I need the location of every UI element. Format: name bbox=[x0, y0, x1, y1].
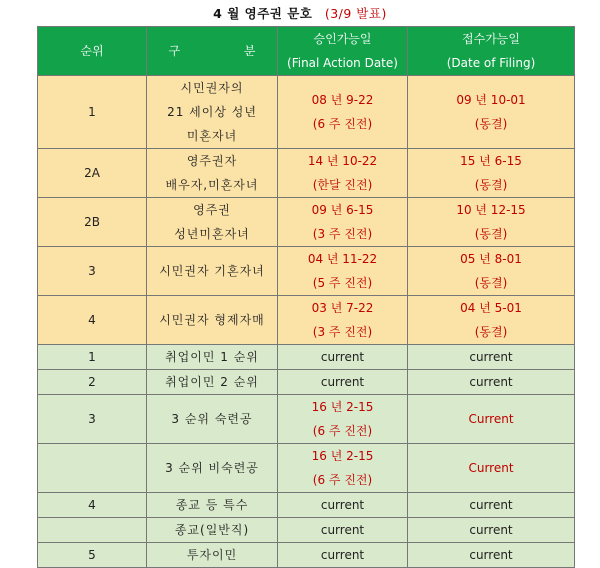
rank-cell-line: 4 bbox=[88, 498, 96, 512]
rank-cell bbox=[38, 543, 147, 568]
rank-cell bbox=[38, 493, 147, 518]
header-action-line1: 승인가능일 bbox=[313, 32, 372, 46]
filing-date-cell bbox=[408, 493, 575, 518]
table-row bbox=[38, 345, 575, 370]
table-body bbox=[38, 76, 575, 568]
action-date-cell bbox=[278, 395, 408, 444]
category-cell-line: 미혼자녀 bbox=[186, 129, 238, 143]
category-cell bbox=[147, 493, 278, 518]
category-cell-line: 시민권자 형제자매 bbox=[159, 313, 265, 327]
action-date-cell-line: (6 주 진전) bbox=[312, 424, 373, 438]
action-date-cell-line: current bbox=[320, 350, 365, 364]
rank-cell-line: 2A bbox=[84, 166, 100, 180]
header-rank-label: 순위 bbox=[80, 44, 104, 58]
action-date-cell-line: 14 년 10-22 bbox=[307, 154, 378, 168]
rank-cell bbox=[38, 444, 147, 493]
filing-date-cell bbox=[408, 345, 575, 370]
category-cell-line: 영주권 bbox=[193, 203, 231, 217]
rank-cell bbox=[38, 76, 147, 149]
rank-cell-line: 1 bbox=[88, 105, 96, 119]
action-date-cell-line: 09 년 6-15 bbox=[311, 203, 374, 217]
rank-cell bbox=[38, 296, 147, 345]
action-date-cell-line: (6 주 진전) bbox=[312, 473, 373, 487]
category-cell-line: 종교(일반직) bbox=[174, 523, 250, 537]
filing-date-cell-line: 15 년 6-15 bbox=[460, 154, 522, 168]
category-cell bbox=[147, 395, 278, 444]
category-cell-line: 21 세이상 성년 bbox=[167, 105, 257, 119]
category-cell bbox=[147, 518, 278, 543]
header-filing-line1: 접수가능일 bbox=[462, 32, 520, 46]
category-cell-line: 3 순위 숙련공 bbox=[171, 412, 253, 426]
action-date-cell bbox=[278, 493, 408, 518]
page-title bbox=[0, 4, 600, 22]
category-cell bbox=[147, 247, 278, 296]
filing-date-cell bbox=[408, 247, 575, 296]
table-row bbox=[38, 296, 575, 345]
category-cell-line: 투자이민 bbox=[186, 548, 238, 562]
action-date-cell bbox=[278, 149, 408, 198]
title-main: 4 월 영주권 문호 bbox=[213, 6, 313, 21]
rank-cell bbox=[38, 149, 147, 198]
rank-cell-line: 2B bbox=[84, 215, 100, 229]
action-date-cell bbox=[278, 296, 408, 345]
action-date-cell-line: 16 년 2-15 bbox=[311, 449, 374, 463]
header-row bbox=[38, 27, 575, 76]
rank-cell bbox=[38, 345, 147, 370]
category-cell-line: 취업이민 2 순위 bbox=[165, 375, 259, 389]
category-cell-line: 3 순위 비숙련공 bbox=[165, 461, 259, 475]
action-date-cell-line: 16 년 2-15 bbox=[311, 400, 374, 414]
filing-date-cell-line: current bbox=[469, 375, 513, 389]
action-date-cell-line: (5 주 진전) bbox=[312, 276, 373, 290]
title-note: (3/9 발표) bbox=[324, 6, 387, 21]
table-row bbox=[38, 149, 575, 198]
category-cell bbox=[147, 76, 278, 149]
filing-date-cell-line: (동결) bbox=[474, 227, 508, 241]
filing-date-cell bbox=[408, 395, 575, 444]
category-cell-line: 시민권자의 bbox=[180, 81, 244, 95]
filing-date-cell-line: 09 년 10-01 bbox=[456, 93, 526, 107]
table-row bbox=[38, 198, 575, 247]
header-category bbox=[147, 27, 278, 76]
action-date-cell-line: (3 주 진전) bbox=[312, 227, 373, 241]
header-rank bbox=[38, 27, 147, 76]
category-cell bbox=[147, 296, 278, 345]
filing-date-cell-line: (동결) bbox=[474, 276, 508, 290]
action-date-cell-line: current bbox=[320, 523, 365, 537]
filing-date-cell bbox=[408, 296, 575, 345]
action-date-cell bbox=[278, 543, 408, 568]
action-date-cell-line: (한달 진전) bbox=[312, 178, 373, 192]
header-category-label: 구 분 bbox=[168, 44, 256, 58]
rank-cell-line: 4 bbox=[88, 313, 96, 327]
category-cell-line: 취업이민 1 순위 bbox=[165, 350, 259, 364]
action-date-cell-line: (6 주 진전) bbox=[312, 117, 373, 131]
action-date-cell-line: 04 년 11-22 bbox=[307, 252, 378, 266]
category-cell bbox=[147, 198, 278, 247]
header-filing-line2: (Date of Filing) bbox=[446, 56, 536, 70]
table-row bbox=[38, 518, 575, 543]
filing-date-cell-line: 10 년 12-15 bbox=[456, 203, 526, 217]
rank-cell-line: 1 bbox=[88, 350, 96, 364]
category-cell bbox=[147, 345, 278, 370]
filing-date-cell-line: current bbox=[469, 350, 513, 364]
header-action-date bbox=[278, 27, 408, 76]
table-row bbox=[38, 395, 575, 444]
category-cell-line: 배우자,미혼자녀 bbox=[165, 178, 259, 192]
table-row bbox=[38, 247, 575, 296]
action-date-cell-line: 03 년 7-22 bbox=[311, 301, 374, 315]
filing-date-cell-line: current bbox=[469, 498, 513, 512]
rank-cell bbox=[38, 518, 147, 543]
action-date-cell-line: current bbox=[320, 548, 365, 562]
header-filing-date bbox=[408, 27, 575, 76]
rank-cell-line: 5 bbox=[88, 548, 96, 562]
visa-bulletin-table bbox=[37, 26, 575, 568]
filing-date-cell-line: (동결) bbox=[474, 325, 508, 339]
category-cell bbox=[147, 444, 278, 493]
table-row bbox=[38, 543, 575, 568]
action-date-cell bbox=[278, 518, 408, 543]
table-row bbox=[38, 493, 575, 518]
filing-date-cell bbox=[408, 76, 575, 149]
category-cell-line: 시민권자 기혼자녀 bbox=[159, 264, 265, 278]
filing-date-cell bbox=[408, 543, 575, 568]
filing-date-cell-line: Current bbox=[468, 461, 514, 475]
action-date-cell-line: (3 주 진전) bbox=[312, 325, 373, 339]
action-date-cell-line: current bbox=[320, 375, 365, 389]
action-date-cell bbox=[278, 76, 408, 149]
category-cell-line: 성년미혼자녀 bbox=[174, 227, 250, 241]
rank-cell bbox=[38, 370, 147, 395]
filing-date-cell bbox=[408, 370, 575, 395]
rank-cell-line: 3 bbox=[88, 264, 96, 278]
action-date-cell bbox=[278, 345, 408, 370]
rank-cell bbox=[38, 247, 147, 296]
action-date-cell bbox=[278, 198, 408, 247]
filing-date-cell-line: 04 년 5-01 bbox=[460, 301, 522, 315]
filing-date-cell-line: (동결) bbox=[474, 178, 508, 192]
table-row bbox=[38, 76, 575, 149]
rank-cell bbox=[38, 198, 147, 247]
action-date-cell bbox=[278, 370, 408, 395]
rank-cell bbox=[38, 395, 147, 444]
action-date-cell-line: current bbox=[320, 498, 365, 512]
rank-cell-line: 2 bbox=[88, 375, 96, 389]
filing-date-cell-line: Current bbox=[468, 412, 514, 426]
filing-date-cell bbox=[408, 198, 575, 247]
filing-date-cell-line: (동결) bbox=[474, 117, 508, 131]
action-date-cell bbox=[278, 247, 408, 296]
filing-date-cell bbox=[408, 518, 575, 543]
header-action-line2: (Final Action Date) bbox=[287, 56, 398, 70]
category-cell bbox=[147, 149, 278, 198]
category-cell-line: 종교 등 특수 bbox=[175, 498, 249, 512]
action-date-cell bbox=[278, 444, 408, 493]
filing-date-cell-line: current bbox=[469, 523, 513, 537]
table-row bbox=[38, 444, 575, 493]
filing-date-cell-line: 05 년 8-01 bbox=[460, 252, 522, 266]
action-date-cell-line: 08 년 9-22 bbox=[311, 93, 374, 107]
filing-date-cell bbox=[408, 149, 575, 198]
category-cell bbox=[147, 543, 278, 568]
category-cell bbox=[147, 370, 278, 395]
filing-date-cell-line: current bbox=[469, 548, 513, 562]
rank-cell-line: 3 bbox=[88, 412, 96, 426]
table-row bbox=[38, 370, 575, 395]
category-cell-line: 영주권자 bbox=[186, 154, 238, 168]
filing-date-cell bbox=[408, 444, 575, 493]
